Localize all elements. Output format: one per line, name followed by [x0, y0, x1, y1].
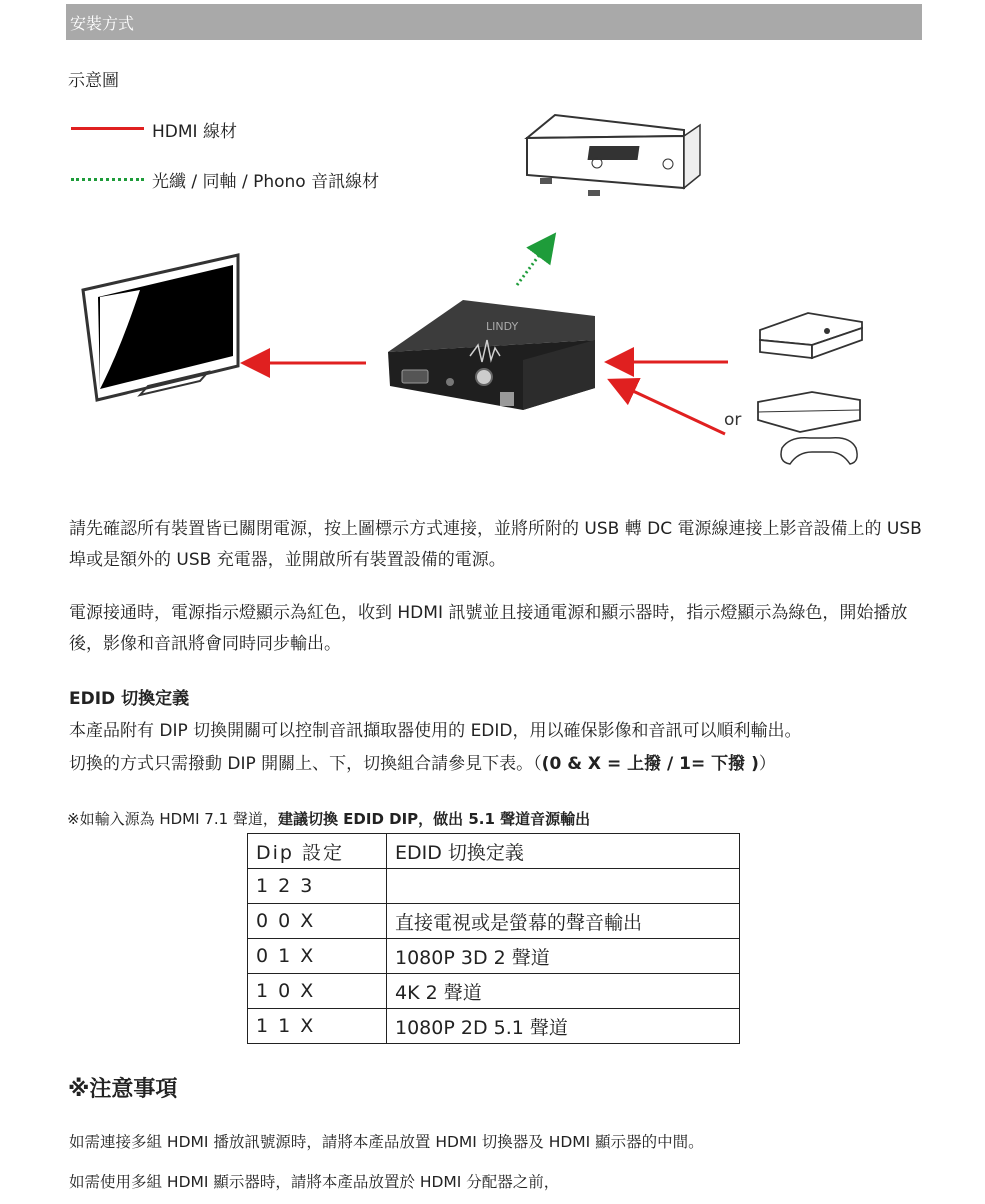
paragraph-connection: 請先確認所有裝置皆已關閉電源，按上圖標示方式連接，並將所附的 USB 轉 DC 電源線連接上影音設備上的 USB 埠或是額外的 USB 充電器，並開啟所有裝置設備的電源。	[69, 519, 922, 570]
table-header-row	[248, 834, 740, 869]
table-cell	[387, 869, 740, 904]
table-cell: 1 2 3	[248, 869, 387, 904]
table-header-dip: Dip 設定	[248, 834, 387, 869]
legend-hdmi-label: HDMI 線材	[152, 122, 237, 142]
legend-audio-label: 光纖 / 同軸 / Phono 音訊線材	[152, 172, 380, 192]
bluray-player-illustration	[760, 313, 862, 358]
notice-item: 如需使用多組 HDMI 顯示器時，請將本產品放置於 HDMI 分配器之前，	[69, 1173, 560, 1191]
diagram-subtitle: 示意圖	[68, 71, 119, 91]
table-header-edid: EDID 切換定義	[387, 834, 740, 869]
or-label: or	[724, 410, 742, 430]
tv-illustration	[83, 255, 238, 400]
table-cell: 1080P 2D 5.1 聲道	[387, 1009, 740, 1044]
table-row	[248, 939, 740, 974]
table-cell: 直接電視或是螢幕的聲音輸出	[387, 904, 740, 939]
edid-instruction	[69, 749, 776, 774]
table-cell: 1 1 X	[248, 1009, 387, 1044]
lindy-audio-extractor	[388, 300, 595, 410]
note-text: ※如輸入源為 HDMI 7.1 聲道，	[67, 810, 278, 828]
section-title: 安裝方式	[70, 14, 135, 33]
edid-instruction-text: 切換的方式只需撥動 DIP 開關上、下，切換組合請參見下表。（	[69, 754, 542, 774]
edid-instruction-end: ）	[758, 754, 776, 774]
edid-instruction-legend: (0 & X = 上撥 / 1= 下撥 )	[541, 754, 759, 774]
table-row	[248, 904, 740, 939]
device-brand-label: LINDY	[486, 320, 519, 333]
table-cell: 1 0 X	[248, 974, 387, 1009]
edid-title: EDID 切換定義	[69, 689, 190, 709]
notice-item: 如需連接多組 HDMI 播放訊號源時，請將本產品放置 HDMI 切換器及 HDMI 顯示器的中間。	[69, 1133, 704, 1151]
edid-description: 本產品附有 DIP 切換開關可以控制音訊擷取器使用的 EDID，用以確保影像和音訊可以順利輸出。	[69, 721, 802, 741]
hdmi-in-arrow-bottom	[618, 384, 725, 434]
audio-out-arrow	[517, 242, 549, 285]
table-cell: 0 1 X	[248, 939, 387, 974]
table-row	[248, 1009, 740, 1044]
paragraph-power: 電源接通時，電源指示燈顯示為紅色，收到 HDMI 訊號並且接通電源和顯示器時，指示燈顯示為綠色，開始播放後，影像和音訊將會同時同步輸出。	[69, 603, 908, 654]
connection-diagram	[0, 0, 985, 480]
table-row	[248, 974, 740, 1009]
table-cell: 1080P 3D 2 聲道	[387, 939, 740, 974]
hdmi-71-note	[67, 808, 590, 829]
table-cell: 0 0 X	[248, 904, 387, 939]
game-console-illustration	[758, 392, 860, 464]
dip-settings-table	[247, 833, 740, 1044]
notices-title: ※注意事項	[68, 1077, 178, 1102]
table-row	[248, 869, 740, 904]
av-receiver-illustration	[527, 115, 700, 196]
note-emphasis: 建議切換 EDID DIP，做出 5.1 聲道音源輸出	[277, 810, 591, 828]
table-cell: 4K 2 聲道	[387, 974, 740, 1009]
